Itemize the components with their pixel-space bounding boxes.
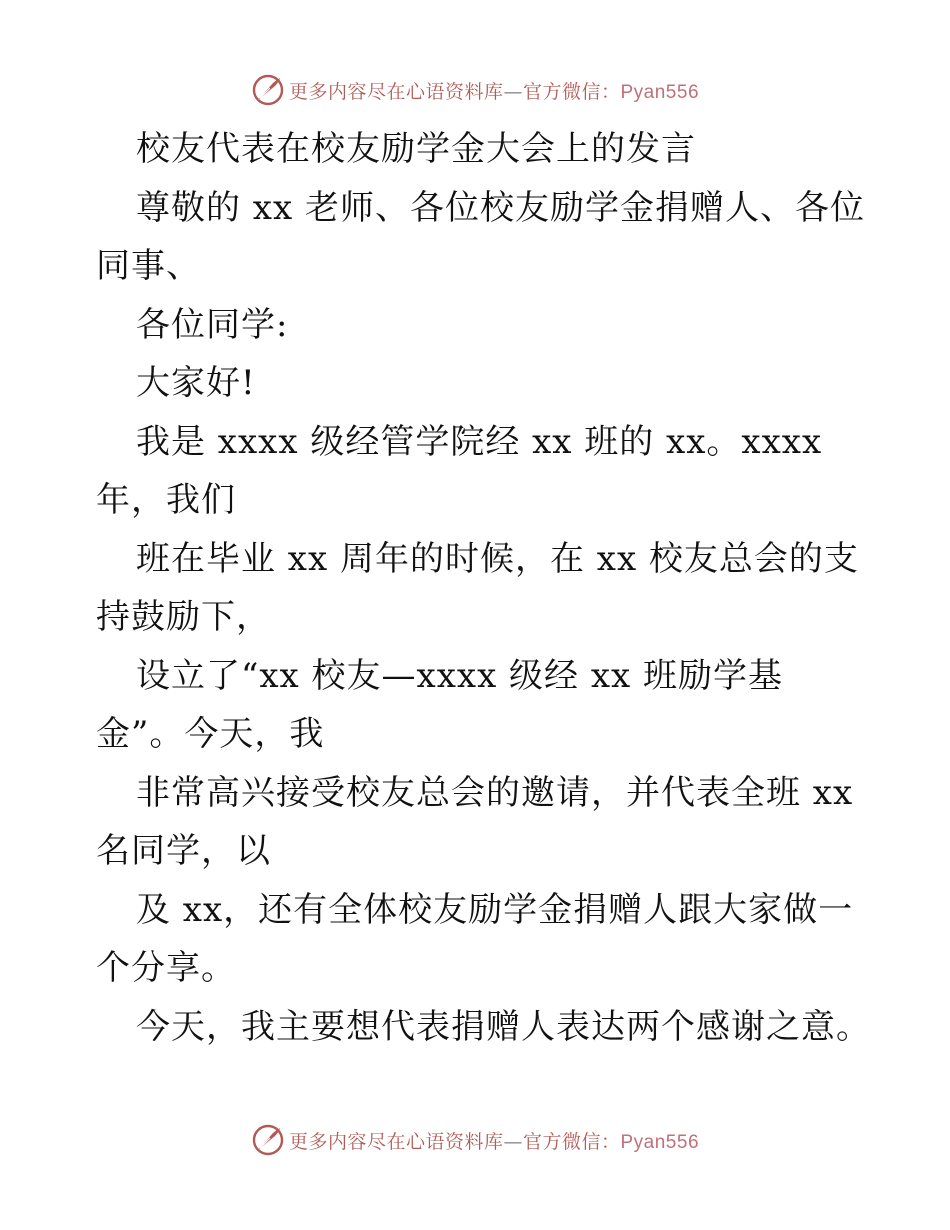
paragraph-line: 大家好!	[136, 363, 256, 403]
paragraph-line: 班在毕业 xx 周年的时候，在 xx 校友总会的支	[136, 538, 859, 579]
paragraph-line: 金”。今天，我	[96, 714, 325, 754]
paragraph-line: 个分享。	[96, 948, 236, 988]
feather-pen-logo-icon	[251, 73, 285, 107]
header-banner	[0, 70, 950, 110]
banner-wechat-label: 官方微信：	[522, 80, 621, 103]
banner-wechat-id: Pyan556	[620, 1131, 700, 1153]
banner-text	[289, 1127, 699, 1154]
banner-wechat-label: 官方微信：	[522, 1130, 621, 1153]
banner-brand: 更多内容尽在心语资料库	[288, 80, 504, 103]
banner-brand: 更多内容尽在心语资料库	[288, 1130, 504, 1153]
paragraph-line: 年，我们	[96, 480, 236, 520]
paragraph-line: 非常高兴接受校友总会的邀请，并代表全班 xx	[136, 772, 854, 813]
banner-wechat-id: Pyan556	[620, 81, 700, 103]
document-title: 校友代表在校友励学金大会上的发言	[136, 129, 696, 169]
paragraph-line: 今天，我主要想代表捐赠人表达两个感谢之意。	[136, 1006, 871, 1047]
banner-text	[289, 77, 699, 104]
document-body	[96, 120, 871, 1056]
paragraph-line: 我是 xxxx 级经管学院经 xx 班的 xx。xxxx	[136, 421, 823, 462]
paragraph-line: 设立了“xx 校友—xxxx 级经 xx 班励学基	[136, 655, 784, 696]
paragraph-line: 尊敬的 xx 老师、各位校友励学金捐赠人、各位	[136, 187, 865, 228]
paragraph-line: 持鼓励下，	[96, 597, 271, 637]
footer-banner	[0, 1120, 950, 1160]
paragraph-line: 各位同学:	[136, 304, 289, 345]
paragraph-line: 及 xx，还有全体校友励学金捐赠人跟大家做一	[136, 889, 854, 930]
banner-separator: —	[503, 80, 523, 103]
feather-pen-logo-icon	[251, 1123, 285, 1157]
paragraph-line: 名同学，以	[96, 831, 271, 871]
paragraph-line: 同事、	[96, 246, 201, 286]
banner-separator: —	[503, 1130, 523, 1153]
